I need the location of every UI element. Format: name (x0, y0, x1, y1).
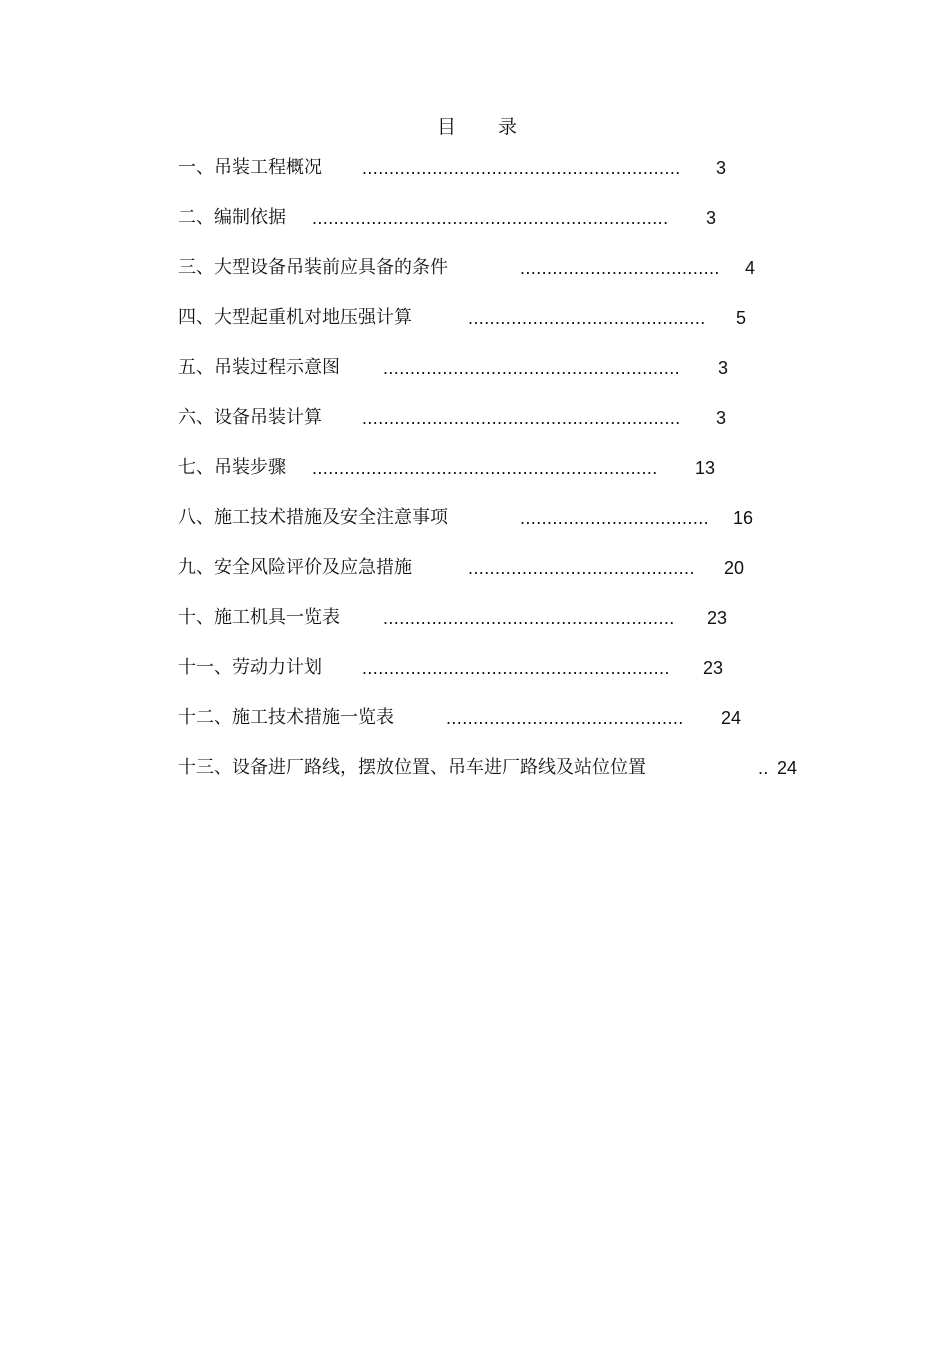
toc-entry-page: 3 (706, 208, 717, 228)
toc-entry-page: 20 (724, 558, 745, 578)
toc-entry (178, 155, 818, 205)
toc-entry-leader: ........................................................... (362, 408, 681, 428)
table-of-contents (178, 155, 818, 805)
toc-entry-leader: ......................................................... (362, 658, 670, 678)
toc-entry (178, 305, 818, 355)
toc-entry-leader: ............................................ (468, 308, 706, 328)
toc-entry (178, 355, 818, 405)
toc-entry-label: 六、设备吊装计算 (178, 407, 322, 428)
toc-entry (178, 605, 818, 655)
toc-entry-label: 十二、施工技术措施一览表 (178, 707, 394, 728)
toc-entry (178, 755, 818, 805)
toc-entry-page: 13 (695, 458, 716, 478)
toc-entry-leader: ........................................................... (362, 158, 681, 178)
toc-entry-page: 5 (736, 308, 747, 328)
toc-entry-label: 二、编制依据 (178, 207, 286, 228)
toc-entry-leader: ................................................................ (312, 458, 658, 478)
toc-entry-leader: ..................................... (520, 258, 720, 278)
toc-entry (178, 705, 818, 755)
toc-entry-page: 4 (745, 258, 756, 278)
toc-title: 目录 (436, 116, 559, 138)
toc-entry-label: 三、大型设备吊装前应具备的条件 (178, 257, 448, 278)
toc-entry-label: 七、吊装步骤 (178, 457, 286, 478)
toc-entry-label: 四、大型起重机对地压强计算 (178, 307, 412, 328)
toc-entry-leader: ............................................ (446, 708, 684, 728)
toc-entry-leader: .......................................... (468, 558, 695, 578)
toc-entry (178, 205, 818, 255)
toc-entry-page: 16 (733, 508, 754, 528)
toc-entry-page: 3 (716, 408, 727, 428)
toc-entry-label: 十、施工机具一览表 (178, 607, 340, 628)
toc-entry-leader: ....................................................... (383, 358, 681, 378)
toc-entry-label: 一、吊装工程概况 (178, 157, 322, 178)
toc-entry-page: 3 (718, 358, 729, 378)
toc-entry (178, 655, 818, 705)
toc-entry-page: 24 (777, 758, 798, 778)
toc-entry-label: 八、施工技术措施及安全注意事项 (178, 507, 448, 528)
toc-entry (178, 555, 818, 605)
toc-entry-leader: ...................................................... (383, 608, 675, 628)
toc-entry-page: 23 (703, 658, 724, 678)
toc-entry-page: 24 (721, 708, 742, 728)
toc-entry-page: 3 (716, 158, 727, 178)
toc-entry-label: 五、吊装过程示意图 (178, 357, 340, 378)
toc-entry-page: 23 (707, 608, 728, 628)
toc-entry (178, 505, 818, 555)
toc-entry-leader: .. (758, 758, 769, 778)
toc-entry-label: 九、安全风险评价及应急措施 (178, 557, 412, 578)
toc-entry-label: 十三、设备进厂路线，摆放位置、吊车进厂路线及站位位置 (178, 757, 646, 778)
toc-entry-leader: .................................................................. (312, 208, 669, 228)
toc-entry-label: 十一、劳动力计划 (178, 657, 322, 678)
toc-entry (178, 455, 818, 505)
toc-entry-leader: ................................... (520, 508, 710, 528)
toc-entry (178, 405, 818, 455)
toc-entry (178, 255, 818, 305)
